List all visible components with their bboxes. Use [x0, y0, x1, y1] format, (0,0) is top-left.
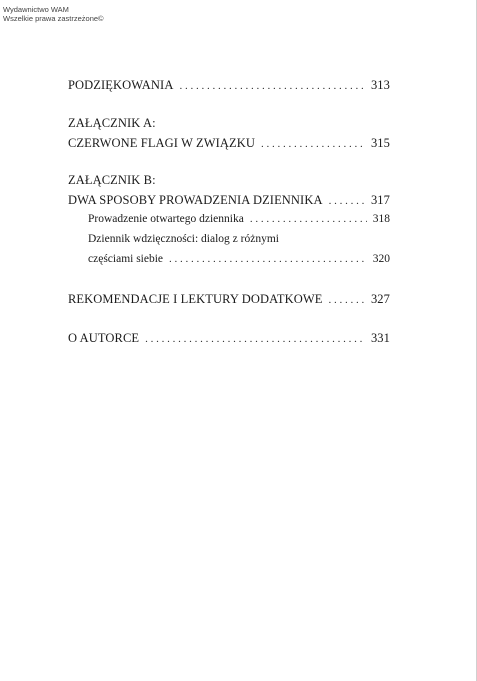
toc-page-number: 327: [370, 292, 390, 306]
toc-entry-title: PODZIĘKOWANIA: [68, 78, 174, 92]
toc-subentry-dziennik-wdziecznosci[interactable]: [68, 253, 390, 273]
toc-leader-dots: [145, 333, 365, 345]
toc-entry-rekomendacje[interactable]: [68, 292, 390, 312]
toc-page-number: 315: [370, 136, 390, 150]
toc-leader-dots: [179, 80, 364, 92]
toc-entry-zalacznik-b[interactable]: [68, 193, 390, 213]
toc-subentry-dziennik-wdziecznosci-line1: [68, 233, 390, 253]
toc-entry-title: O AUTORCE: [68, 331, 140, 345]
toc-entry-title: REKOMENDACJE I LEKTURY DODATKOWE: [68, 292, 323, 306]
toc-subentry-title: Prowadzenie otwartego dziennika: [88, 213, 244, 225]
toc-entry-zalacznik-a-heading: [68, 116, 390, 136]
toc-page-number: 313: [370, 78, 390, 92]
toc-page-number: 331: [370, 331, 390, 345]
toc-entry-podziekowania[interactable]: [68, 78, 390, 98]
publisher-watermark: [3, 5, 104, 23]
toc-entry-title: DWA SPOSOBY PROWADZENIA DZIENNIKA: [68, 193, 323, 207]
table-of-contents: [68, 78, 390, 351]
toc-entry-title: ZAŁĄCZNIK B:: [68, 173, 156, 187]
toc-entry-zalacznik-b-heading: [68, 173, 390, 193]
toc-leader-dots: [261, 138, 365, 150]
toc-entry-o-autorce[interactable]: [68, 331, 390, 351]
toc-entry-title: ZAŁĄCZNIK A:: [68, 116, 156, 130]
watermark-publisher: Wydawnictwo WAM: [3, 5, 69, 14]
toc-subentry-otwarty-dziennik[interactable]: [68, 213, 390, 233]
toc-leader-dots: [250, 213, 367, 225]
toc-leader-dots: [329, 195, 365, 207]
toc-page-number: 318: [372, 213, 390, 225]
toc-subentry-title: częściami siebie: [88, 253, 164, 265]
toc-page-number: 317: [370, 193, 390, 207]
toc-subentry-title: Dziennik wdzięczności: dialog z różnymi: [88, 233, 279, 245]
toc-entry-title: CZERWONE FLAGI W ZWIĄZKU: [68, 136, 255, 150]
toc-entry-zalacznik-a[interactable]: [68, 136, 390, 156]
toc-page-number: 320: [372, 253, 390, 265]
toc-leader-dots: [169, 253, 367, 265]
watermark-rights: Wszelkie prawa zastrzeżone©: [3, 14, 104, 23]
toc-leader-dots: [328, 294, 364, 306]
